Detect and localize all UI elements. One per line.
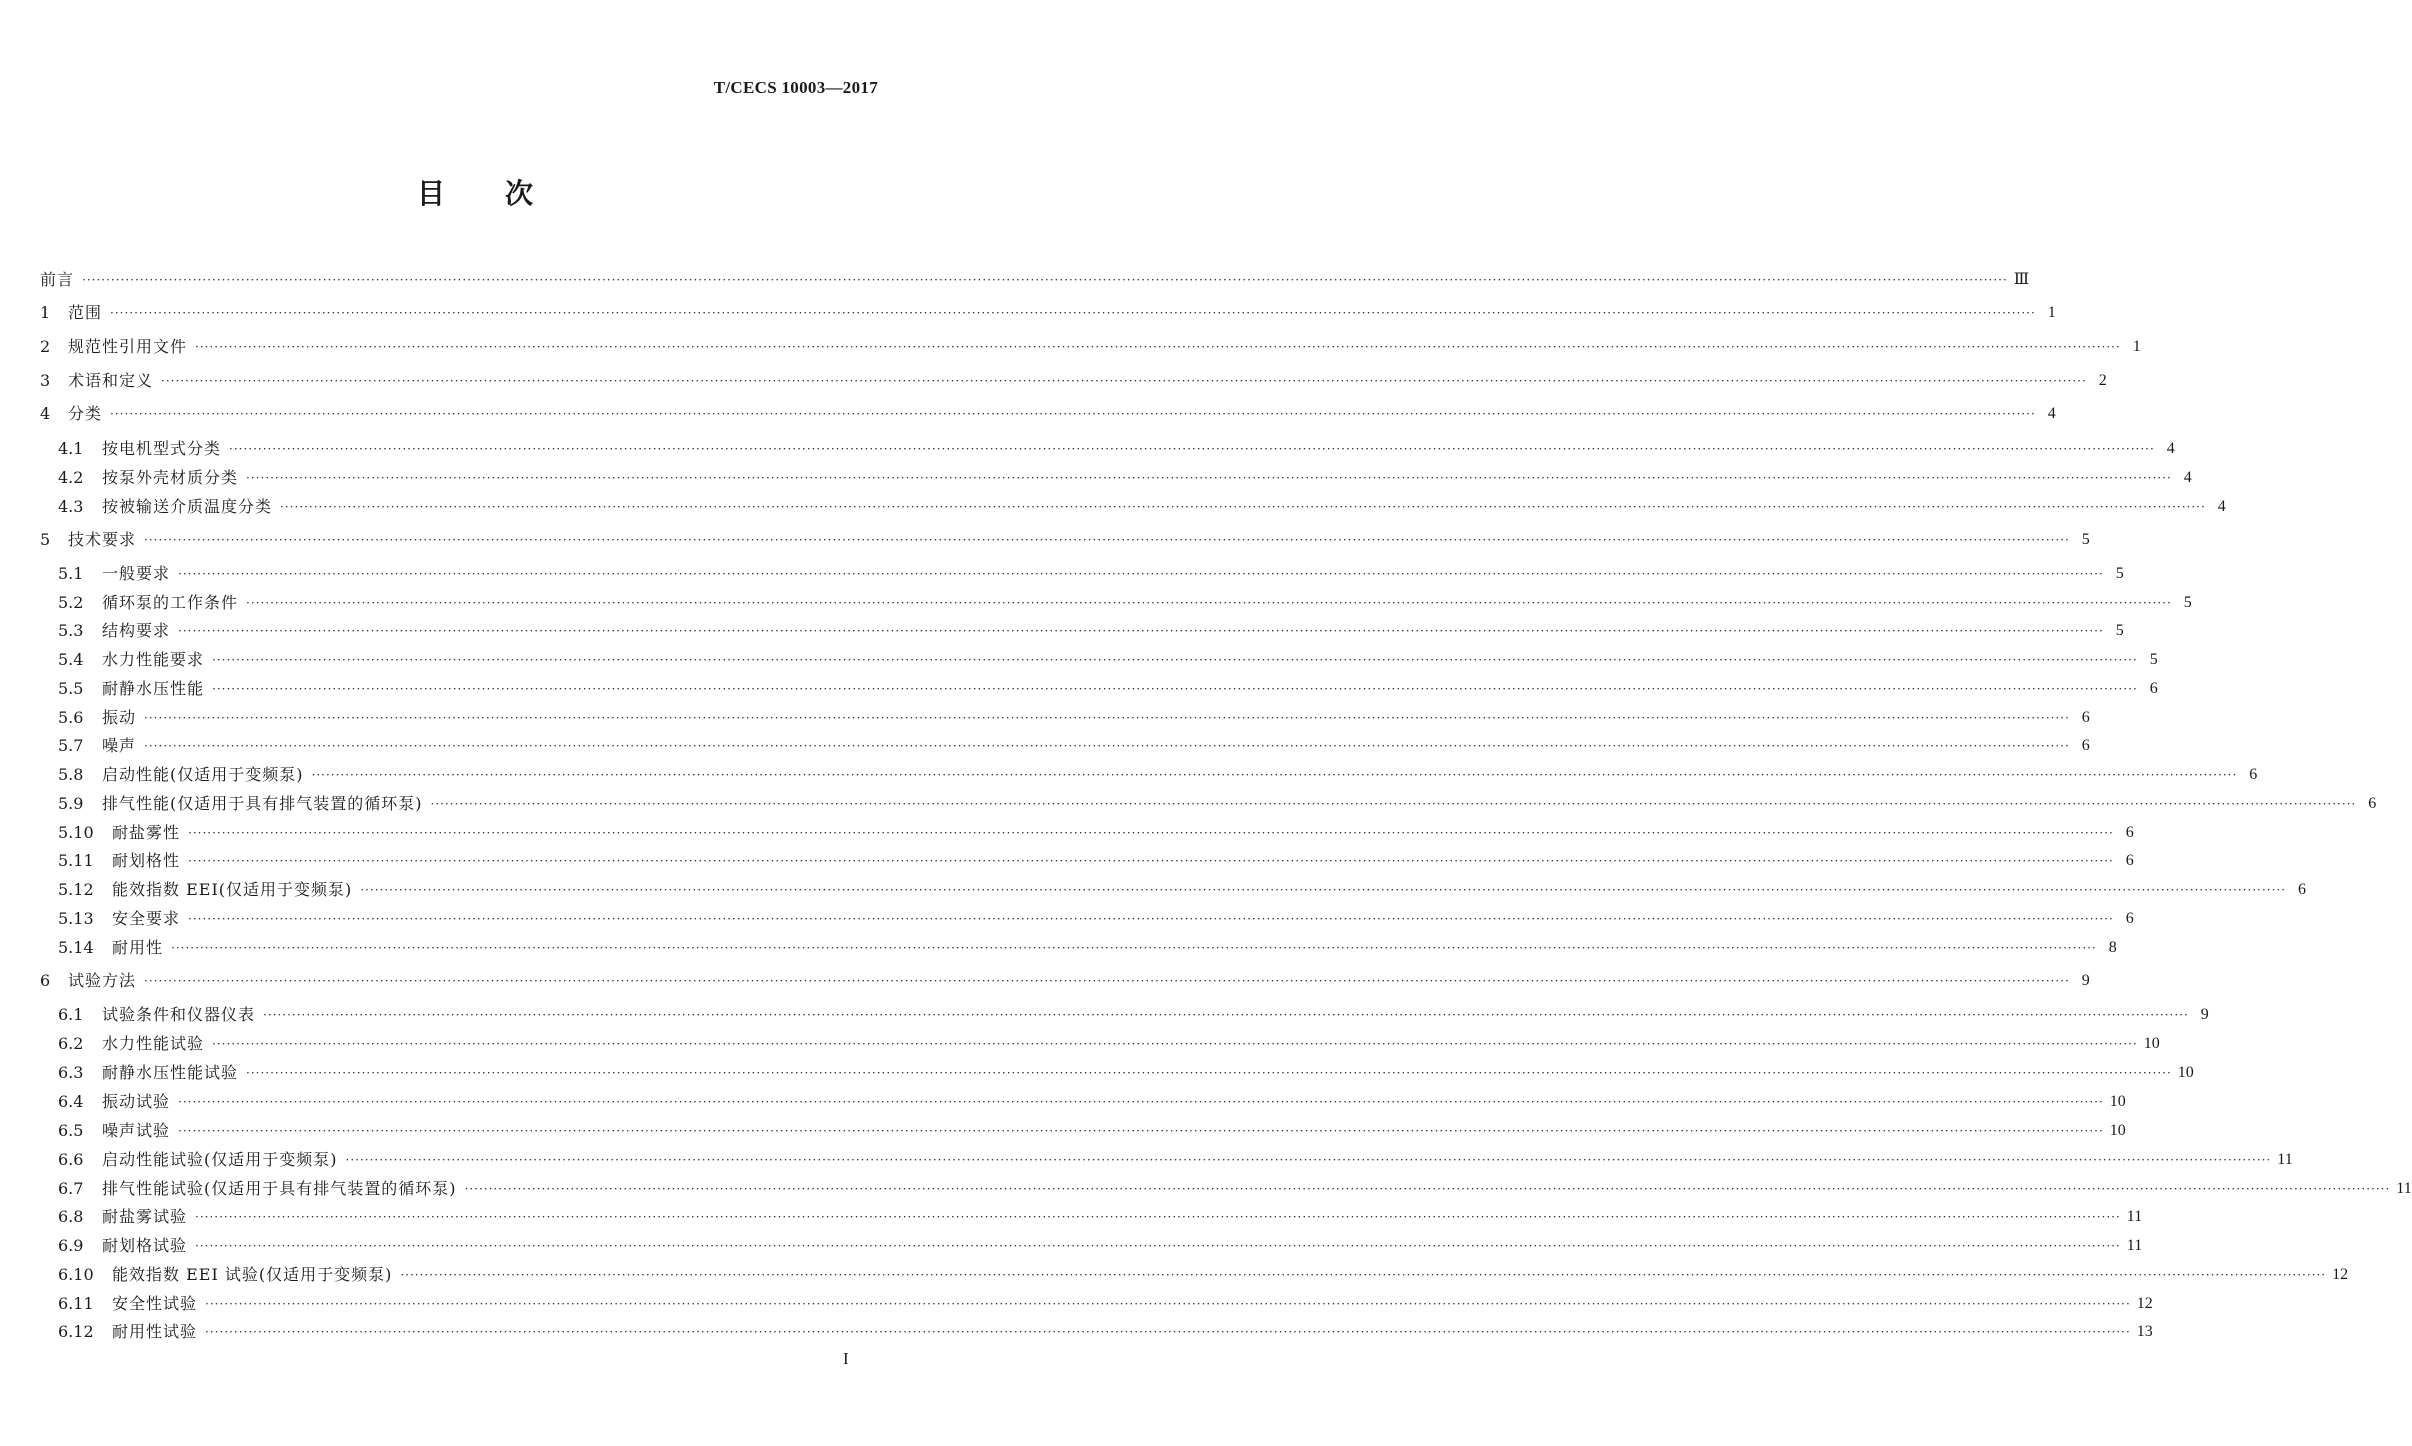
toc-entry[interactable] — [58, 1291, 2153, 1317]
toc-entry[interactable] — [58, 1176, 2412, 1202]
toc-entry[interactable] — [40, 527, 2090, 553]
toc-entry-page: 4 — [2047, 405, 2056, 422]
toc-entry-label: 试验条件和仪器仪表 — [102, 1005, 256, 1024]
toc-leader-dots: ················································································································································································································································································································································································································ — [110, 407, 2036, 421]
toc-entry-label: 一般要求 — [102, 564, 171, 583]
toc-entry[interactable] — [40, 334, 2141, 360]
toc-leader-dots: ················································································································································································································································································································································································································ — [205, 1297, 2131, 1311]
toc-entry-label: 能效指数 EEI(仅适用于变频泵) — [112, 880, 353, 899]
toc-entry[interactable] — [58, 820, 2134, 846]
toc-entry[interactable] — [58, 465, 2192, 491]
toc-entry-label: 振动试验 — [102, 1092, 171, 1111]
toc-leader-dots: ················································································································································································································································································································································································································ — [195, 1239, 2121, 1253]
toc-entry-page: 5 — [2149, 651, 2158, 668]
toc-entry[interactable] — [58, 1233, 2143, 1259]
toc-entry[interactable] — [58, 676, 2158, 702]
toc-entry-page: Ⅲ — [2013, 271, 2030, 288]
toc-leader-dots: ················································································································································································································································································································································································································ — [212, 1037, 2138, 1051]
toc-entry-label: 耐静水压性能试验 — [102, 1063, 239, 1082]
toc-leader-dots: ················································································································································································································································································································································································································ — [188, 826, 2114, 840]
toc-entry-label: 按电机型式分类 — [102, 439, 222, 458]
toc-entry-label: 耐用性 — [112, 938, 164, 957]
toc-entry[interactable] — [58, 877, 2307, 903]
toc-entry-page: 2 — [2098, 372, 2107, 389]
toc-entry-page: 9 — [2081, 972, 2090, 989]
toc-entry-label: 排气性能试验(仅适用于具有排气装置的循环泵) — [102, 1179, 457, 1198]
toc-entry-label: 试验方法 — [68, 971, 137, 990]
toc-entry[interactable] — [58, 1002, 2209, 1028]
toc-entry[interactable] — [58, 705, 2090, 731]
toc-entry-number: 6.12 — [58, 1322, 94, 1341]
toc-leader-dots: ················································································································································································································································································································································································································ — [178, 624, 2104, 638]
toc-leader-dots: ················································································································································································································································································································································································································ — [311, 768, 2238, 782]
toc-entry-label: 水力性能试验 — [102, 1034, 205, 1053]
page-title: 目次 — [416, 177, 593, 210]
toc-leader-dots: ················································································································································································································································································································································································································ — [144, 533, 2070, 547]
footer-page-number: I — [843, 1349, 849, 1368]
toc-entry-page: 10 — [2177, 1064, 2194, 1081]
toc-entry-number: 5.12 — [58, 880, 94, 899]
toc-entry[interactable] — [58, 935, 2117, 961]
toc-entry[interactable] — [58, 561, 2124, 587]
toc-entry-number: 4 — [40, 404, 51, 423]
toc-entry-label: 范围 — [68, 303, 103, 322]
toc-leader-dots: ················································································································································································································································································································································································································ — [144, 711, 2070, 725]
toc-entry-page: 5 — [2115, 622, 2124, 639]
toc-entry[interactable] — [40, 267, 2030, 293]
toc-entry[interactable] — [58, 590, 2192, 616]
toc-entry-label: 按被输送介质温度分类 — [102, 497, 273, 516]
toc-entry[interactable] — [58, 1147, 2293, 1173]
toc-entry[interactable] — [58, 1060, 2194, 1086]
toc-leader-dots: ················································································································································································································································································································································································································ — [195, 1210, 2121, 1224]
toc-entry-label: 术语和定义 — [68, 371, 154, 390]
toc-leader-dots: ················································································································································································································································································································································································································ — [430, 797, 2357, 811]
toc-leader-dots: ················································································································································································································································································································································································································ — [205, 1325, 2131, 1339]
toc-entry-label: 耐静水压性能 — [102, 679, 205, 698]
toc-leader-dots: ················································································································································································································································································································································································································ — [280, 500, 2206, 514]
toc-entry-label: 启动性能试验(仅适用于变频泵) — [102, 1150, 338, 1169]
toc-leader-dots: ················································································································································································································································································································································································································ — [246, 596, 2172, 610]
toc-entry-page: 4 — [2217, 498, 2226, 515]
document-code: T/CECS 10003—2017 — [713, 78, 878, 97]
toc-entry-number: 6.5 — [58, 1121, 84, 1140]
toc-entry-label: 能效指数 EEI 试验(仅适用于变频泵) — [112, 1265, 393, 1284]
toc-entry[interactable] — [58, 1031, 2160, 1057]
toc-entry-page: 6 — [2125, 824, 2134, 841]
toc-entry-label: 振动 — [102, 708, 137, 727]
toc-entry-number: 5.10 — [58, 823, 94, 842]
toc-entry-page: 6 — [2368, 795, 2377, 812]
toc-entry-number: 5.13 — [58, 909, 94, 928]
toc-leader-dots: ················································································································································································································································································································································································································ — [144, 739, 2070, 753]
toc-entry-number: 5.4 — [58, 650, 84, 669]
toc-entry-number: 4.2 — [58, 468, 84, 487]
toc-entry-number: 5.5 — [58, 679, 84, 698]
toc-entry[interactable] — [58, 762, 2258, 788]
toc-entry-label: 安全性试验 — [112, 1294, 198, 1313]
toc-entry-page: 5 — [2115, 565, 2124, 582]
toc-entry-number: 6.2 — [58, 1034, 84, 1053]
toc-entry-label: 结构要求 — [102, 621, 171, 640]
toc-leader-dots: ················································································································································································································································································································································································································ — [229, 442, 2155, 456]
toc-entry[interactable] — [58, 494, 2226, 520]
toc-leader-dots: ················································································································································································································································································································································································································ — [464, 1182, 2391, 1196]
toc-entry[interactable] — [58, 1204, 2143, 1230]
toc-entry-number: 2 — [40, 337, 51, 356]
toc-leader-dots: ················································································································································································································································································································································································································ — [144, 974, 2070, 988]
toc-entry[interactable] — [58, 1089, 2126, 1115]
toc-entry[interactable] — [58, 733, 2090, 759]
toc-entry-number: 6.11 — [58, 1294, 94, 1313]
toc-entry-label: 安全要求 — [112, 909, 181, 928]
toc-entry[interactable] — [58, 647, 2158, 673]
toc-entry-page: 11 — [2277, 1151, 2293, 1168]
toc-entry-number: 4.3 — [58, 497, 84, 516]
toc-entry-page: 9 — [2200, 1006, 2209, 1023]
toc-entry-number: 5 — [40, 530, 51, 549]
toc-leader-dots: ················································································································································································································································································································································································································ — [360, 883, 2287, 897]
toc-leader-dots: ················································································································································································································································································································································································································ — [161, 374, 2087, 388]
toc-entry[interactable] — [40, 300, 2056, 326]
toc-leader-dots: ················································································································································································································································································································································································································ — [110, 306, 2036, 320]
toc-entry-page: 6 — [2081, 737, 2090, 754]
toc-entry-number: 5.3 — [58, 621, 84, 640]
toc-entry-page: 6 — [2081, 709, 2090, 726]
toc-entry-label: 技术要求 — [68, 530, 137, 549]
toc-entry-number: 6.10 — [58, 1265, 94, 1284]
toc-entry-page: 5 — [2081, 531, 2090, 548]
toc-entry-page: 6 — [2298, 881, 2307, 898]
toc-entry[interactable] — [58, 1118, 2126, 1144]
toc-leader-dots: ················································································································································································································································································································································································································ — [188, 912, 2114, 926]
toc-leader-dots: ················································································································································································································································································································································································································ — [345, 1153, 2272, 1167]
toc-entry-page: 10 — [2109, 1122, 2126, 1139]
toc-entry[interactable] — [58, 848, 2134, 874]
toc-entry-number: 5.1 — [58, 564, 84, 583]
toc-leader-dots: ················································································································································································································································································································································································································ — [212, 653, 2138, 667]
toc-entry-page: 11 — [2126, 1237, 2143, 1254]
toc-entry-page: 6 — [2149, 680, 2158, 697]
toc-leader-dots: ················································································································································································································································································································································································································ — [246, 471, 2172, 485]
toc-leader-dots: ················································································································································································································································································································································································································ — [178, 1124, 2104, 1138]
toc-entry-page: 11 — [2126, 1208, 2143, 1225]
toc-entry-label: 耐用性试验 — [112, 1322, 198, 1341]
toc-entry[interactable] — [40, 401, 2056, 427]
toc-entry-label: 耐划格性 — [112, 851, 181, 870]
toc-entry[interactable] — [40, 368, 2107, 394]
toc-entry-label: 水力性能要求 — [102, 650, 205, 669]
toc-leader-dots: ················································································································································································································································································································································································································ — [178, 567, 2104, 581]
toc-leader-dots: ················································································································································································································································································································································································································ — [246, 1066, 2172, 1080]
toc-entry-page: 10 — [2109, 1093, 2126, 1110]
toc-entry-number: 5.8 — [58, 765, 84, 784]
toc-entry-page: 1 — [2132, 338, 2141, 355]
toc-entry-number: 5.9 — [58, 794, 84, 813]
toc-entry-number: 6.8 — [58, 1207, 84, 1226]
toc-leader-dots: ················································································································································································································································································································································································································ — [171, 941, 2097, 955]
toc-entry-label: 启动性能(仅适用于变频泵) — [102, 765, 304, 784]
toc-entry-label: 规范性引用文件 — [68, 337, 188, 356]
toc-entry[interactable] — [58, 618, 2124, 644]
toc-entry[interactable] — [58, 436, 2175, 462]
toc-entry[interactable] — [58, 1319, 2153, 1345]
toc-entry-page: 1 — [2047, 304, 2056, 321]
toc-entry-number: 6.4 — [58, 1092, 84, 1111]
toc-entry-number: 5.7 — [58, 736, 84, 755]
toc-entry-page: 13 — [2136, 1323, 2153, 1340]
toc-leader-dots: ················································································································································································································································································································································································································ — [178, 1095, 2104, 1109]
toc-entry-label: 耐划格试验 — [102, 1236, 188, 1255]
toc-entry-page: 4 — [2183, 469, 2192, 486]
toc-leader-dots: ················································································································································································································································································································································································································ — [195, 340, 2121, 354]
toc-entry-page: 5 — [2183, 594, 2192, 611]
toc-entry-number: 4.1 — [58, 439, 84, 458]
toc-entry-number: 5.14 — [58, 938, 94, 957]
toc-entry-page: 8 — [2108, 939, 2117, 956]
toc-entry-label: 前言 — [40, 270, 75, 289]
toc-leader-dots: ················································································································································································································································································································································································································ — [400, 1268, 2327, 1282]
toc-entry-label: 耐盐雾试验 — [102, 1207, 188, 1226]
toc-entry-page: 6 — [2125, 910, 2134, 927]
toc-entry-number: 6.6 — [58, 1150, 84, 1169]
toc-entry-number: 6.9 — [58, 1236, 84, 1255]
toc-entry-number: 1 — [40, 303, 51, 322]
toc-entry-number: 6.7 — [58, 1179, 84, 1198]
toc-entry[interactable] — [58, 906, 2134, 932]
toc-entry-number: 5.2 — [58, 593, 84, 612]
toc-entry-page: 4 — [2166, 440, 2175, 457]
toc-entry-label: 排气性能(仅适用于具有排气装置的循环泵) — [102, 794, 423, 813]
toc-entry-page: 12 — [2332, 1266, 2349, 1283]
toc-leader-dots: ················································································································································································································································································································································································································ — [212, 682, 2138, 696]
toc-leader-dots: ················································································································································································································································································································································································································ — [263, 1008, 2189, 1022]
toc-entry-number: 6.1 — [58, 1005, 84, 1024]
toc-leader-dots: ················································································································································································································································································································································································································ — [82, 273, 2008, 287]
toc-entry-page: 12 — [2136, 1295, 2153, 1312]
toc-leader-dots: ················································································································································································································································································································································································································ — [188, 854, 2114, 868]
toc-entry-page: 6 — [2249, 766, 2258, 783]
toc-entry-page: 11 — [2396, 1180, 2412, 1197]
toc-entry-number: 5.6 — [58, 708, 84, 727]
toc-entry-page: 6 — [2125, 852, 2134, 869]
toc-entry-label: 按泵外壳材质分类 — [102, 468, 239, 487]
toc-entry-label: 耐盐雾性 — [112, 823, 181, 842]
toc-entry-label: 噪声试验 — [102, 1121, 171, 1140]
toc-entry-label: 分类 — [68, 404, 103, 423]
toc-entry-label: 噪声 — [102, 736, 137, 755]
toc-entry[interactable] — [58, 791, 2377, 817]
toc-entry-number: 6.3 — [58, 1063, 84, 1082]
toc-entry[interactable] — [40, 968, 2090, 994]
toc-entry-label: 循环泵的工作条件 — [102, 593, 239, 612]
toc-entry-number: 6 — [40, 971, 51, 990]
toc-entry-number: 3 — [40, 371, 51, 390]
toc-entry[interactable] — [58, 1262, 2349, 1288]
toc-entry-page: 10 — [2143, 1035, 2160, 1052]
toc-entry-number: 5.11 — [58, 851, 94, 870]
